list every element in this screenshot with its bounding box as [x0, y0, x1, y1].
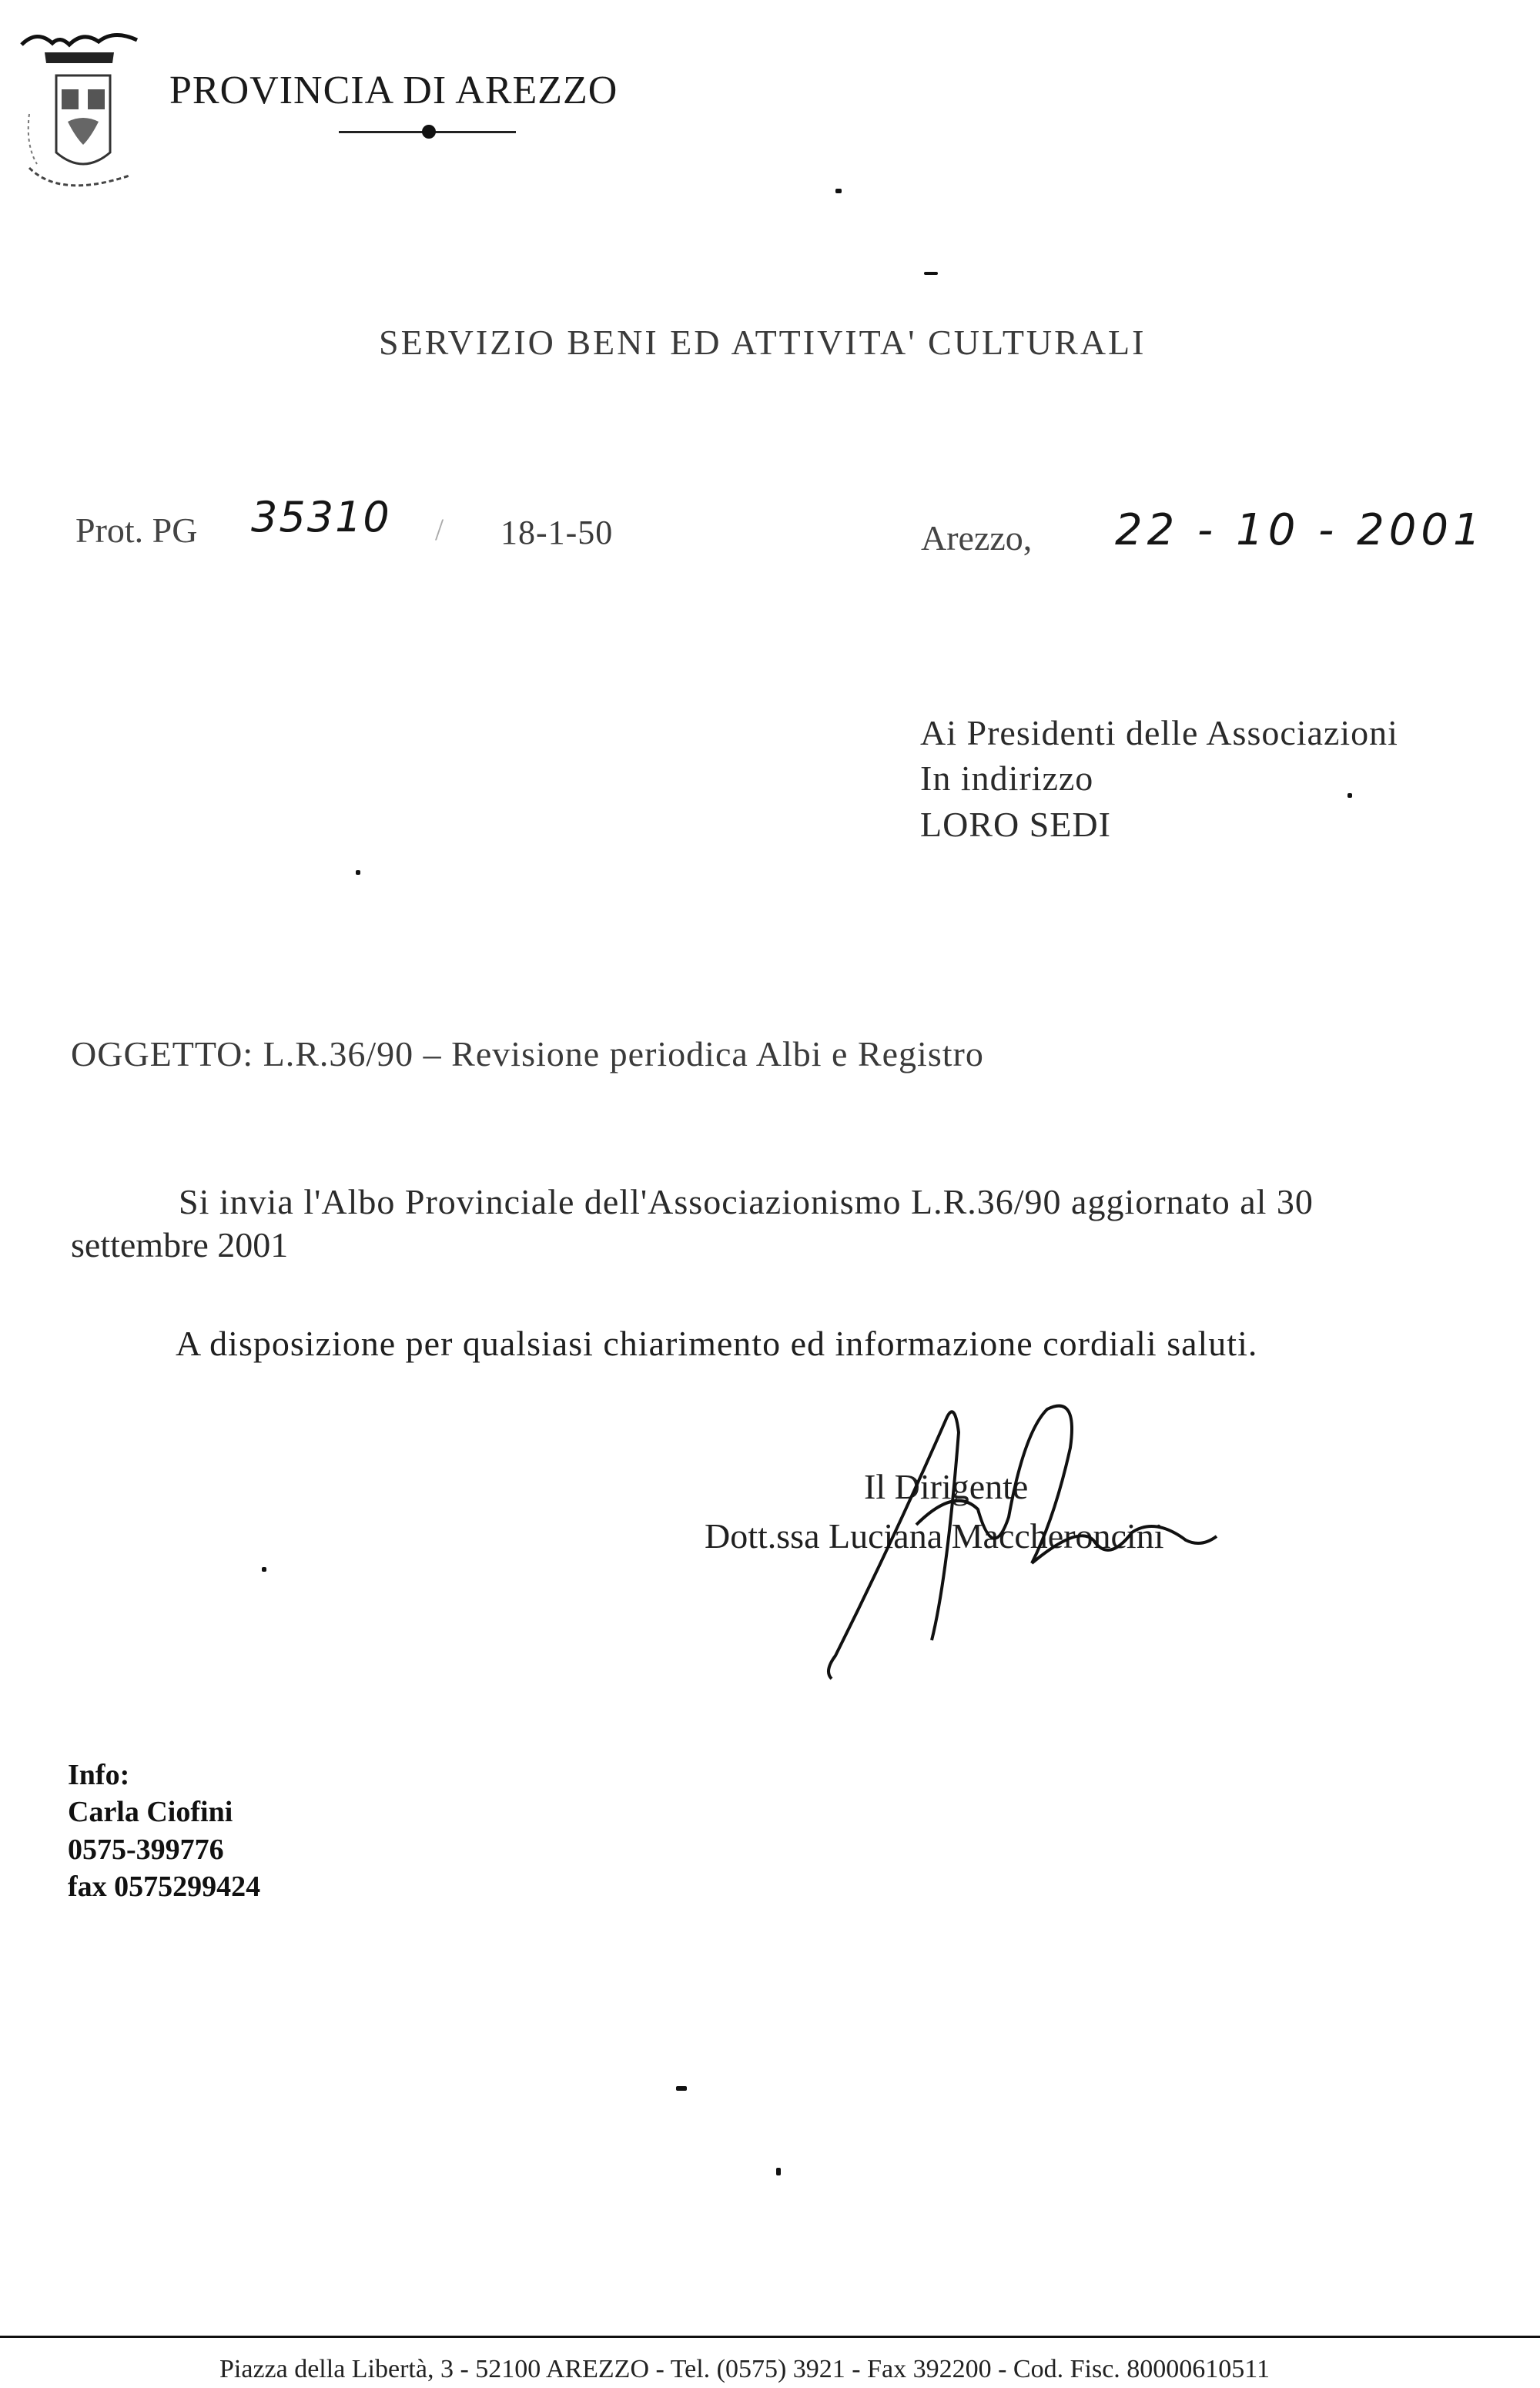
protocol-number: 35310 — [251, 493, 391, 541]
organization-name: PROVINCIA DI AREZZO — [169, 69, 618, 112]
letterhead-divider-dot — [422, 125, 436, 139]
info-phone: 0575-399776 — [68, 1834, 224, 1866]
addressee-line: In indirizzo — [920, 759, 1094, 798]
addressee-line: LORO SEDI — [920, 805, 1111, 844]
scan-speck — [676, 2086, 687, 2091]
signatory-title: Il Dirigente — [864, 1467, 1029, 1506]
scan-speck — [835, 189, 842, 193]
footer-divider — [0, 2336, 1540, 2338]
body-paragraph-1: Si invia l'Albo Provinciale dell'Associazionismo L.R.36/90 aggiornato al 30 — [179, 1182, 1314, 1221]
signatory-name: Dott.ssa Luciana Maccheroncini — [705, 1516, 1164, 1556]
scan-speck — [776, 2168, 781, 2175]
protocol-classification: 18-1-50 — [500, 514, 614, 551]
info-heading: Info: — [68, 1759, 130, 1791]
body-paragraph-1-continued: settembre 2001 — [71, 1225, 289, 1264]
info-fax: fax 0575299424 — [68, 1871, 261, 1903]
scan-speck — [262, 1567, 266, 1572]
service-heading: SERVIZIO BENI ED ATTIVITA' CULTURALI — [379, 323, 1147, 362]
provincial-crest-icon — [14, 22, 145, 199]
handwritten-signature — [801, 1386, 1232, 1702]
footer-address: Piazza della Libertà, 3 - 52100 AREZZO - Tel. (0575) 3921 - Fax 392200 - Cod. Fisc. 80000610511 — [219, 2355, 1270, 2383]
scan-speck — [356, 870, 360, 875]
subject-line: OGGETTO: L.R.36/90 – Revisione periodica Albi e Registro — [71, 1034, 984, 1073]
letter-date: 22 - 10 - 2001 — [1115, 505, 1485, 555]
info-contact-name: Carla Ciofini — [68, 1796, 233, 1828]
scan-speck — [924, 272, 938, 275]
scan-speck — [1348, 793, 1352, 798]
body-paragraph-2: A disposizione per qualsiasi chiarimento ed informazione cordiali saluti. — [176, 1324, 1258, 1363]
protocol-separator: / — [435, 512, 444, 547]
protocol-label: Prot. PG — [75, 511, 198, 550]
addressee-line: Ai Presidenti delle Associazioni — [920, 713, 1398, 752]
place-label: Arezzo, — [921, 518, 1033, 558]
